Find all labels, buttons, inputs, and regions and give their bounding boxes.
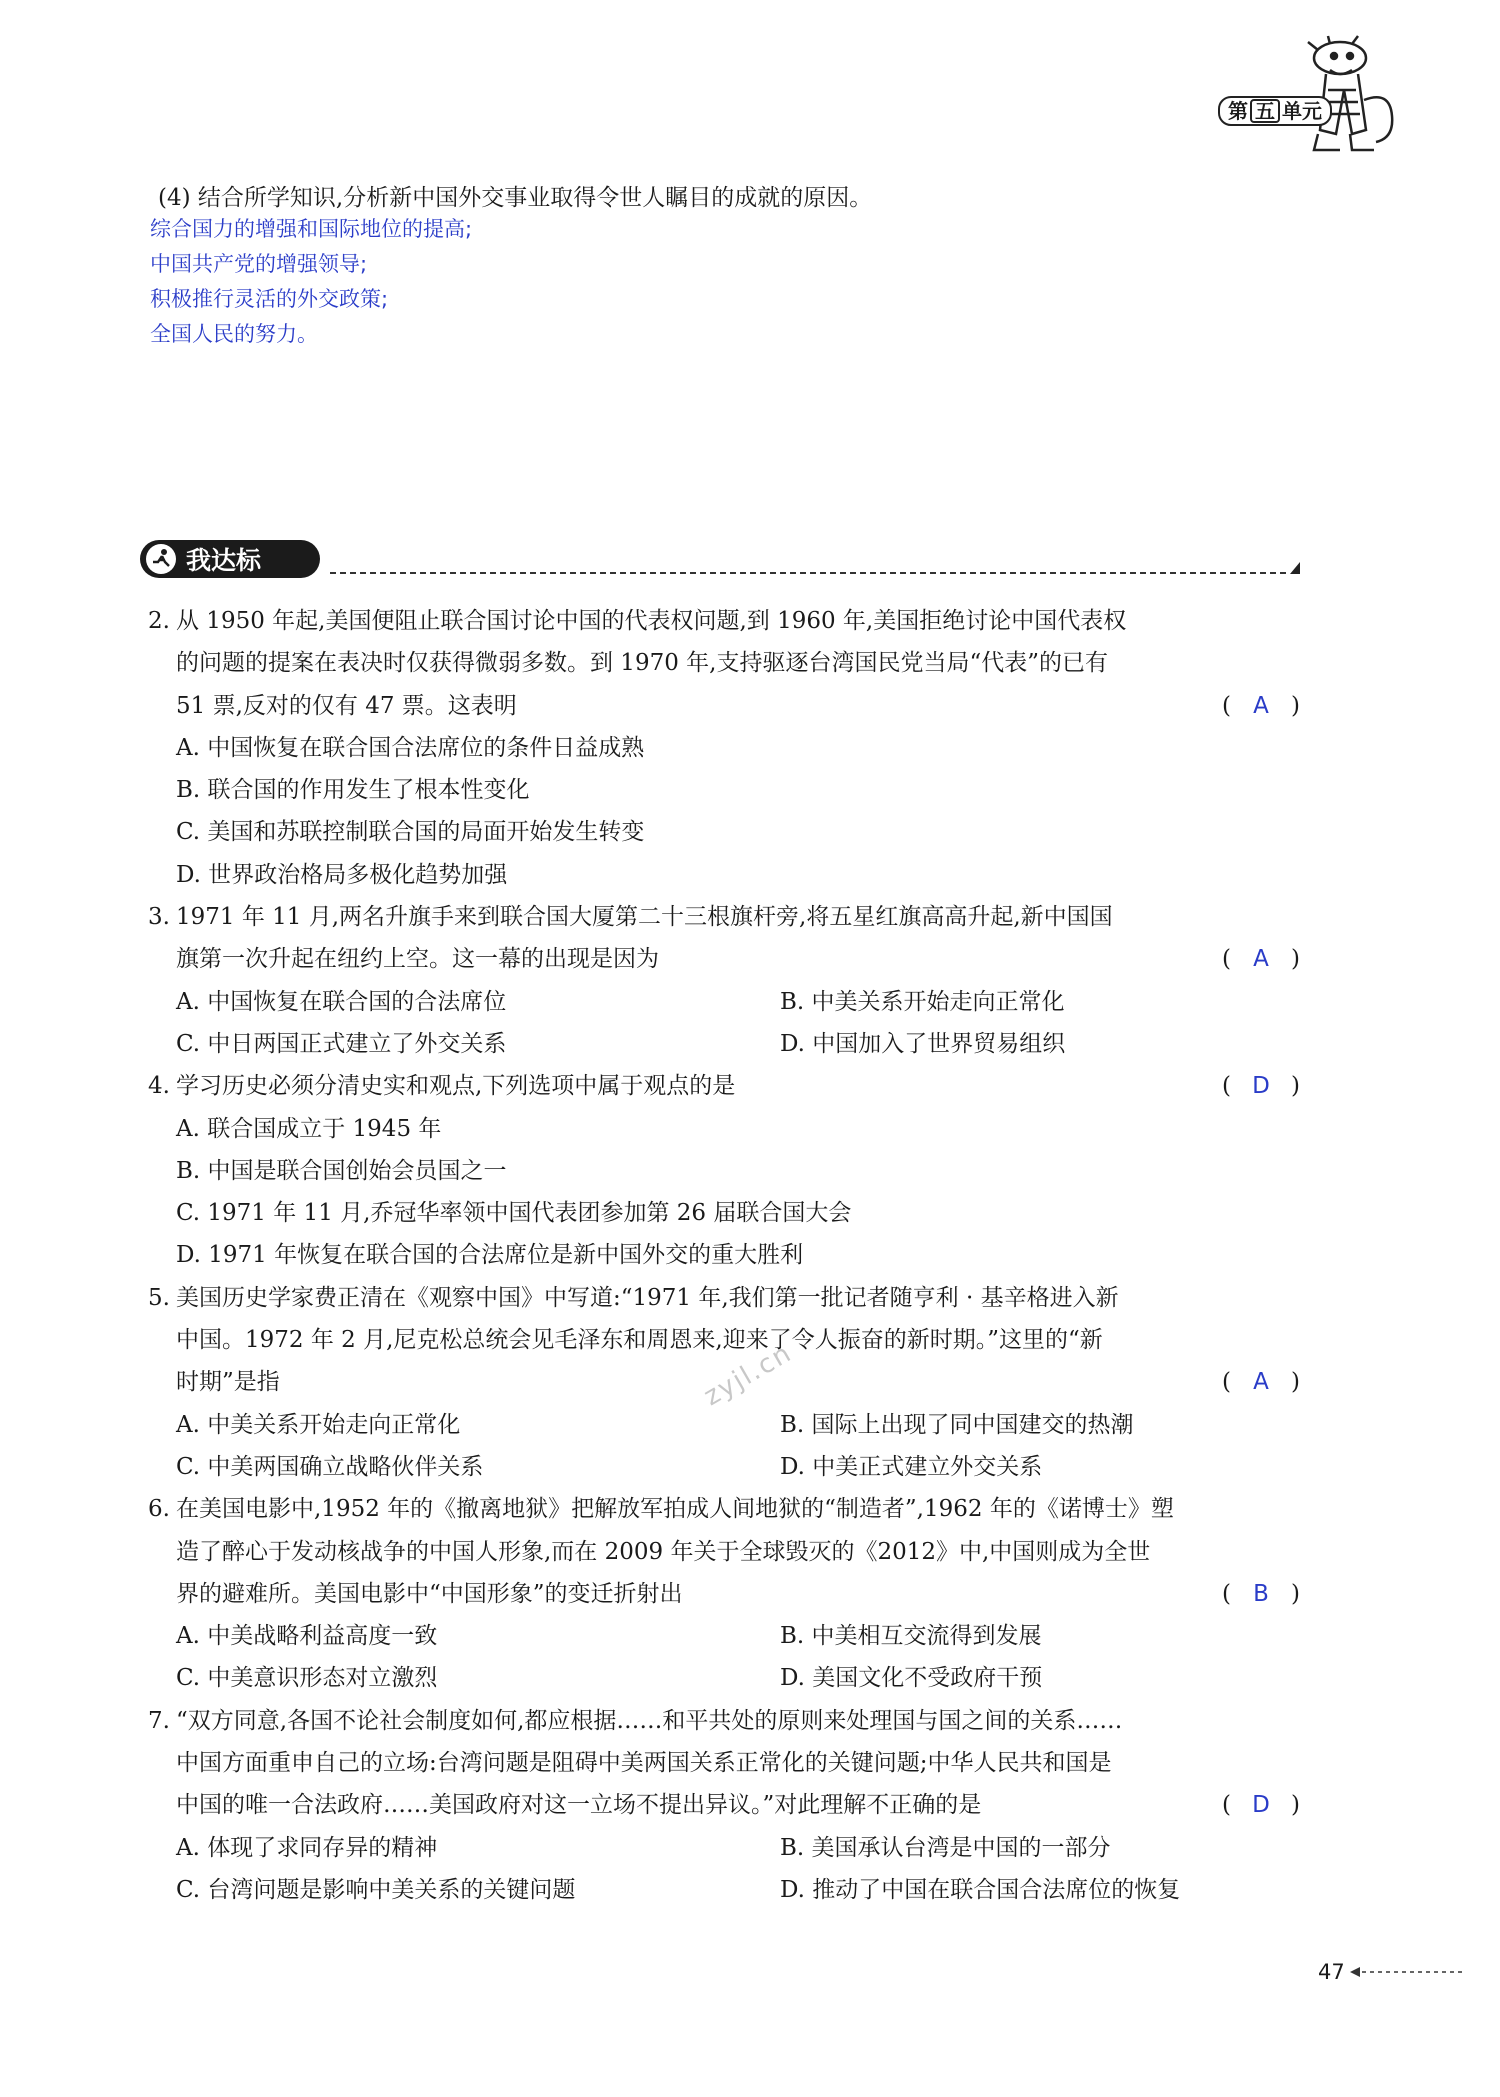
option-item: A. 联合国成立于 1945 年 [176, 1115, 442, 1142]
answer-line: 综合国力的增强和国际地位的提高; [150, 217, 473, 241]
option-item: D. 中国加入了世界贸易组织 [780, 1030, 1066, 1057]
option-item: C. 美国和苏联控制联合国的局面开始发生转变 [176, 819, 645, 846]
answer-bracket [1222, 1784, 1300, 1826]
question-number: 6. [148, 1496, 170, 1523]
question-line [148, 1531, 1300, 1573]
option-row [148, 981, 1300, 1023]
section-header [140, 540, 1300, 580]
bracket-open: ( [1222, 692, 1231, 719]
question-line [148, 1488, 1300, 1530]
option-item: B. 中美相互交流得到发展 [780, 1623, 1042, 1650]
question-number: 2. [148, 608, 170, 634]
answer-line: 积极推行灵活的外交政策; [150, 287, 389, 311]
answer-bracket [1222, 685, 1300, 727]
bracket-close: ) [1291, 692, 1300, 719]
option-row [148, 854, 1300, 896]
answer-choice: A [1253, 692, 1269, 719]
option-item: D. 美国文化不受政府干预 [780, 1665, 1043, 1692]
option-item: B. 联合国的作用发生了根本性变化 [176, 777, 530, 804]
option-row [148, 1827, 1300, 1869]
option-row [148, 727, 1300, 769]
answer-line: 全国人民的努力。 [150, 322, 318, 346]
bracket-close: ) [1291, 1792, 1300, 1819]
option-item: B. 中国是联合国创始会员国之一 [176, 1157, 507, 1184]
question-number: 3. [148, 904, 170, 931]
unit-suffix: 单元 [1282, 99, 1322, 123]
option-row [148, 769, 1300, 811]
option-item: C. 1971 年 11 月,乔冠华率领中国代表团参加第 26 届联合国大会 [176, 1200, 852, 1227]
option-row [148, 1192, 1300, 1234]
question-line [148, 600, 1300, 642]
question-line [148, 938, 1300, 980]
bracket-close: ) [1291, 1369, 1300, 1396]
question-text: 从 1950 年起,美国便阻止联合国讨论中国的代表权问题,到 1960 年,美国拒绝讨论中国代表权 [176, 608, 1127, 634]
question-line [148, 1742, 1300, 1784]
question-block [148, 896, 1300, 1065]
section-divider [330, 572, 1286, 574]
option-row [148, 811, 1300, 853]
section-title-pill [140, 540, 320, 578]
question-text: 美国历史学家费正清在《观察中国》中写道:“1971 年,我们第一批记者随亨利 · 基辛格进入新 [176, 1284, 1119, 1311]
answer-choice: A [1253, 946, 1269, 973]
option-item: C. 中美两国确立战略伙伴关系 [176, 1453, 484, 1480]
unit-badge [1218, 96, 1332, 126]
option-row [148, 1404, 1300, 1446]
question-list [148, 600, 1300, 1911]
question-text: 中国的唯一合法政府……美国政府对这一立场不提出异议。”对此理解不正确的是 [176, 1792, 982, 1819]
option-row [148, 1234, 1300, 1276]
section-corner-mark [1290, 562, 1300, 574]
unit-number: 五 [1250, 99, 1280, 123]
option-row [148, 1023, 1300, 1065]
option-item: C. 中美意识形态对立激烈 [176, 1665, 438, 1692]
option-item: B. 国际上出现了同中国建交的热潮 [780, 1411, 1134, 1438]
question-line [148, 685, 1300, 727]
section-title: 我达标 [186, 546, 262, 575]
question-line [148, 1319, 1300, 1361]
question-text: 在美国电影中,1952 年的《撤离地狱》把解放军拍成人间地狱的“制造者”,1962 年的《诺博士》塑 [176, 1496, 1174, 1523]
bracket-open: ( [1222, 1073, 1231, 1100]
question-block [148, 1488, 1300, 1699]
question-number: 7. [148, 1707, 170, 1734]
option-item: A. 中国恢复在联合国合法席位的条件日益成熟 [176, 734, 645, 761]
question-number: 4. [148, 1073, 170, 1100]
answer-choice: B [1253, 1580, 1269, 1607]
question-text: 的问题的提案在表决时仅获得微弱多数。到 1970 年,支持驱逐台湾国民党当局“代表”的已有 [176, 650, 1108, 677]
option-item: C. 台湾问题是影响中美关系的关键问题 [176, 1876, 576, 1903]
bracket-open: ( [1222, 1580, 1231, 1607]
question-text: “双方同意,各国不论社会制度如何,都应根据……和平共处的原则来处理国与国之间的关系…… [176, 1707, 1123, 1734]
watermark: zyjl.cn [698, 1337, 798, 1413]
option-row [148, 1869, 1300, 1911]
option-item: D. 中美正式建立外交关系 [780, 1453, 1043, 1480]
unit-prefix: 第 [1228, 99, 1248, 123]
question-text: 51 票,反对的仅有 47 票。这表明 [176, 692, 517, 719]
question-text: 1971 年 11 月,两名升旗手来到联合国大厦第二十三根旗杆旁,将五星红旗高高升起,新中国国 [176, 904, 1113, 931]
option-item: A. 中国恢复在联合国的合法席位 [176, 988, 507, 1015]
option-item: A. 中美关系开始走向正常化 [176, 1411, 461, 1438]
question-text: 中国方面重申自己的立场:台湾问题是阻碍中美两国关系正常化的关键问题;中华人民共和国是 [176, 1750, 1112, 1777]
question-line [148, 1700, 1300, 1742]
question-line [148, 896, 1300, 938]
option-item: C. 中日两国正式建立了外交关系 [176, 1030, 507, 1057]
page-number: 47 [1318, 1960, 1345, 1984]
question-text: 学习历史必须分清史实和观点,下列选项中属于观点的是 [176, 1073, 736, 1100]
question-text: 时期”是指 [176, 1369, 280, 1396]
sub-question-answers [150, 212, 472, 352]
question-line [148, 642, 1300, 684]
answer-choice: D [1252, 1792, 1270, 1819]
runner-icon [146, 544, 176, 574]
option-item: B. 中美关系开始走向正常化 [780, 988, 1065, 1015]
answer-bracket [1222, 1361, 1300, 1403]
option-item: A. 中美战略利益高度一致 [176, 1623, 438, 1650]
answer-line: 中国共产党的增强领导; [150, 252, 368, 276]
answer-bracket [1222, 938, 1300, 980]
answer-choice: A [1253, 1369, 1269, 1396]
question-number: 5. [148, 1284, 170, 1311]
question-line [148, 1065, 1300, 1107]
option-row [148, 1615, 1300, 1657]
option-row [148, 1108, 1300, 1150]
arrow-left-icon [1348, 1971, 1468, 1973]
question-text: 界的避难所。美国电影中“中国形象”的变迁折射出 [176, 1580, 683, 1607]
sub-question-text: (4) 结合所学知识,分析新中国外交事业取得令世人瞩目的成就的原因。 [158, 185, 873, 211]
option-item: D. 1971 年恢复在联合国的合法席位是新中国外交的重大胜利 [176, 1242, 804, 1269]
question-block [148, 1065, 1300, 1276]
question-line [148, 1784, 1300, 1826]
option-item: B. 美国承认台湾是中国的一部分 [780, 1834, 1111, 1861]
question-block [148, 1700, 1300, 1911]
bracket-open: ( [1222, 1792, 1231, 1819]
bracket-open: ( [1222, 1369, 1231, 1396]
question-text: 造了醉心于发动核战争的中国人形象,而在 2009 年关于全球毁灭的《2012》中,中国则成为全世 [176, 1538, 1151, 1565]
answer-bracket [1222, 1573, 1300, 1615]
bracket-close: ) [1291, 1580, 1300, 1607]
option-row [148, 1446, 1300, 1488]
option-item: D. 推动了中国在联合国合法席位的恢复 [780, 1876, 1181, 1903]
option-row [148, 1657, 1300, 1699]
option-item: A. 体现了求同存异的精神 [176, 1834, 438, 1861]
option-row [148, 1150, 1300, 1192]
bracket-open: ( [1222, 946, 1231, 973]
question-block [148, 600, 1300, 896]
option-item: D. 世界政治格局多极化趋势加强 [176, 861, 508, 888]
bracket-close: ) [1291, 1073, 1300, 1100]
bracket-close: ) [1291, 946, 1300, 973]
question-line [148, 1573, 1300, 1615]
answer-bracket [1222, 1065, 1300, 1107]
question-text: 旗第一次升起在纽约上空。这一幕的出现是因为 [176, 946, 659, 973]
question-text: 中国。1972 年 2 月,尼克松总统会见毛泽东和周恩来,迎来了令人振奋的新时期。”这里的“新 [176, 1327, 1103, 1354]
question-line [148, 1277, 1300, 1319]
answer-choice: D [1252, 1073, 1270, 1100]
